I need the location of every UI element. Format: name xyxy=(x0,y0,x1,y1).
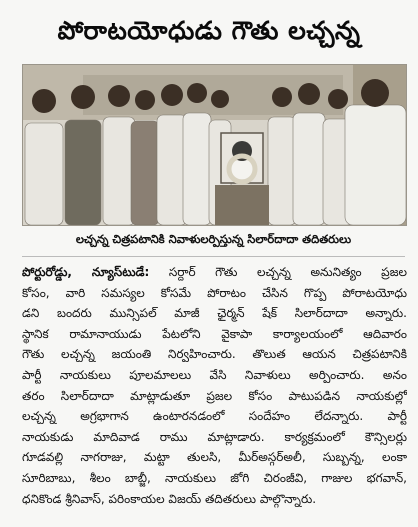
article-line: కోసం, వారి సమస్యల కోసమే పోరాటం చేసిన గొప్ప పోరాటయోధు xyxy=(22,285,407,300)
article-body xyxy=(22,262,407,524)
article-line: ధనికొండ శ్రీనివాస్, పరింకాయల విజయ్ తదితరులు పాల్గొన్నారు. xyxy=(22,491,317,506)
article-line: తరం సిలార్‌దాదా మాట్లాడుతూ ప్రజల కోసం పాటుపడిన నాయకుల్లో xyxy=(22,388,407,403)
article-line: స్థానిక రామానాయుడు పేటలోని వైకాపా కార్యాలయంలో ఆదివారం xyxy=(22,326,407,341)
news-photo xyxy=(22,64,407,226)
article-line: పార్టీ నాయకులు పూలమాలలు వేసి నివాళులు అర్పించారు. అనం xyxy=(22,367,407,382)
headline: పోరాటయోధుడు గౌతు లచ్చన్న xyxy=(57,16,361,45)
article-line: లచ్చన్న అగ్రభాగాన ఉంటారనడంలో సందేహం లేదన్నారు. పార్టీ xyxy=(22,409,407,424)
divider xyxy=(22,256,405,257)
article-line: పోర్టురోడ్డు, న్యూస్‌టుడే: సర్దార్ గౌతు లచ్చన్న అనునిత్యం ప్రజల xyxy=(22,265,407,279)
article-line: గౌతు లచ్చన్న జయంతి నిర్వహించారు. తొలుత ఆయన చిత్రపటానికి xyxy=(22,347,407,362)
article-line: డని బందరు మున్సిపల్ మాజీ ఛైర్మన్ షేక్ సిలార్‌దాదా అన్నారు. xyxy=(22,306,407,321)
top-strip xyxy=(0,0,418,6)
group-photo-illustration xyxy=(23,65,406,225)
photo-caption: లచ్చన్న చిత్రపటానికి నివాళులర్పిస్తున్న సిలార్‌దాదా తదితరులు xyxy=(75,232,352,246)
article-line: సూరిబాబు, శీలం బాబ్జీ, నాయకులు జోగి చిరంజీవి, గాజుల భగవాన్, xyxy=(22,470,407,485)
dateline: పోర్టురోడ్డు, న్యూస్‌టుడే: xyxy=(22,265,150,279)
article-line: నాయకుడు మాదివాడ రాము మాట్లాడారు. కార్యక్రమంలో కౌన్సిలర్లు xyxy=(22,429,407,444)
article-line: గూడవల్లి నాగరాజు, మట్టా తులసి, మీర్‌అస్గర్‌అలీ, సుబ్బన్న, లంకా xyxy=(22,450,407,465)
